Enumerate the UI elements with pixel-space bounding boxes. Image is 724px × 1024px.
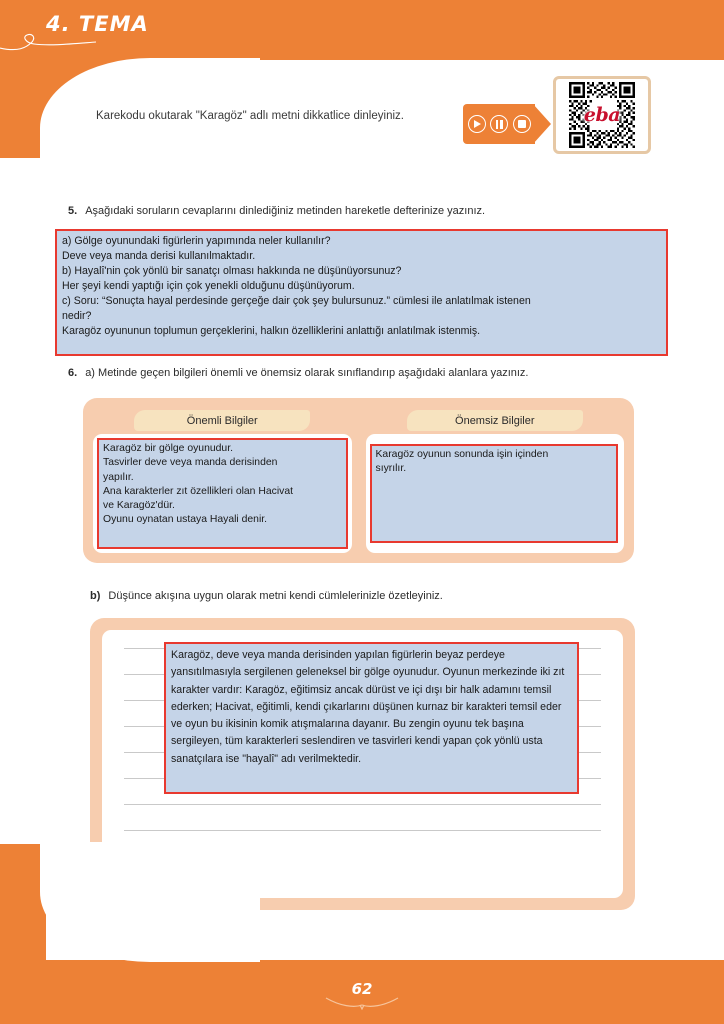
classification-panel bbox=[83, 398, 634, 563]
page-number: 62 bbox=[351, 980, 373, 998]
footer-curve-mask bbox=[40, 842, 260, 962]
pause-icon[interactable] bbox=[490, 115, 508, 133]
question-6b-number: b) bbox=[90, 590, 101, 602]
question-6a-text: a) Metinde geçen bilgileri önemli ve önemsiz olarak sınıflandırıp aşağıdaki alanlara yazınız. bbox=[85, 367, 529, 379]
question-6b bbox=[90, 589, 650, 604]
eba-logo: eba bbox=[583, 104, 621, 126]
important-info-column bbox=[93, 408, 352, 553]
question-5 bbox=[68, 204, 668, 219]
page-number-swash bbox=[324, 996, 400, 1010]
answer-line: Her şeyi kendi yaptığı için çok yenekli olduğunu düşünüyorum. bbox=[62, 280, 355, 293]
unimportant-info-card bbox=[366, 434, 625, 553]
answer-line: Ana karakterler zıt özellikleri olan Hacivat bbox=[103, 485, 293, 497]
theme-title: 4. TEMA bbox=[46, 12, 149, 36]
qr-code[interactable] bbox=[553, 76, 651, 154]
ruled-line bbox=[124, 830, 601, 831]
answer-line: Oyunu oynatan ustaya Hayali denir. bbox=[103, 514, 268, 526]
ruled-line bbox=[124, 804, 601, 805]
audio-player-widget[interactable] bbox=[463, 104, 553, 144]
answer-line: Karagöz oyunun sonunda işin içinden bbox=[375, 449, 549, 460]
question-5-answer-box[interactable] bbox=[55, 229, 668, 356]
intro-instruction: Karekodu okutarak "Karagöz" adlı metni dikkatlice dinleyiniz. bbox=[96, 110, 404, 122]
question-6b-answer-box[interactable]: Karagöz, deve veya manda derisinden yapılan figürlerin beyaz perdeye yansıtılmasıyla sergilenen geleneksel bir gölge oyunudur. Oyunun merkezinde iki zıt karakter vardır: Karagöz, eğitimsiz ancak dürüst ve içi dışı bir halk adamını temsil ederken; Hacivat, eğitimli, kendi çıkarlarını düşünen kurnaz bir karakteri temsil eder ve oyun bu ikisinin komik atışmalarına dayanır. Bu zengin oyunu tek başına sergileyen, tüm karakterleri seslendiren ve tasvirleri kendi yapan çok yönlü usta sanatçılara ise "hayalî" adı verilmektedir. bbox=[164, 642, 579, 794]
question-5-number: 5. bbox=[68, 205, 78, 217]
answer-line: Deve veya manda derisi kullanılmaktadır. bbox=[62, 250, 256, 263]
answer-line: Karagöz bir gölge oyunudur. bbox=[103, 443, 233, 454]
answer-line: a) Gölge oyunundaki figürlerin yapımında neler kullanılır? bbox=[62, 235, 331, 247]
answer-line: yapılır. bbox=[103, 471, 134, 483]
important-info-label-wrap bbox=[93, 408, 352, 434]
unimportant-info-label: Önemsiz Bilgiler bbox=[455, 415, 535, 427]
media-arrow-shape bbox=[533, 104, 551, 144]
answer-line: sıyrılır. bbox=[375, 463, 407, 475]
unimportant-info-column bbox=[366, 408, 625, 553]
media-button-bar bbox=[463, 104, 535, 144]
answer-line: b) Hayalî'nin çok yönlü bir sanatçı olması hakkında ne düşünüyorsunuz? bbox=[62, 265, 402, 278]
question-6a bbox=[68, 366, 668, 381]
play-icon[interactable] bbox=[468, 115, 486, 133]
answer-line: nedir? bbox=[62, 310, 92, 323]
stop-icon[interactable] bbox=[513, 115, 531, 133]
question-5-text: Aşağıdaki soruların cevaplarını dinlediğiniz metinden hareketle defterinize yazınız. bbox=[85, 205, 486, 217]
unimportant-info-answer-box[interactable] bbox=[370, 444, 619, 543]
answer-line: ve Karagöz'dür. bbox=[103, 500, 175, 511]
important-info-answer-box[interactable] bbox=[97, 438, 348, 549]
question-6-number: 6. bbox=[68, 367, 78, 379]
unimportant-info-label-wrap bbox=[366, 408, 625, 434]
answer-line: Tasvirler deve veya manda derisinden bbox=[103, 457, 278, 469]
important-info-label: Önemli Bilgiler bbox=[186, 415, 258, 427]
answer-line: Karagöz oyununun toplumun gerçeklerini, halkın özelliklerini anlattığı anlatılmak istenmiş. bbox=[62, 325, 481, 338]
answer-line: c) Soru: “Sonuçta hayal perdesinde gerçeğe dair çok şey bulursunuz.” cümlesi ile anlatılmak istenen bbox=[62, 295, 531, 308]
important-info-card bbox=[93, 434, 352, 553]
question-6b-text: Düşünce akışına uygun olarak metni kendi cümlelerinizle özetleyiniz. bbox=[108, 590, 443, 602]
